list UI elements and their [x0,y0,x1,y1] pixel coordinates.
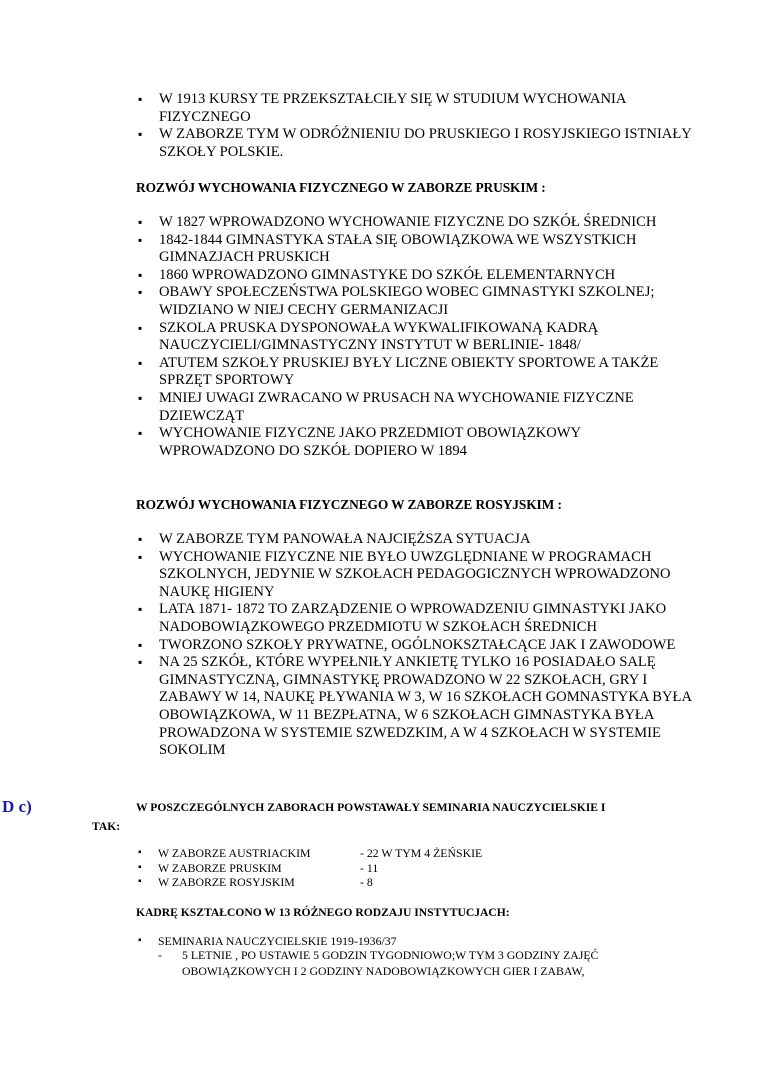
row-value: - 8 [360,875,373,890]
list-item [138,846,538,861]
kadra-sub-item [158,948,658,979]
heading-kadra: KADRĘ KSZTAŁCONO W 13 RÓŻNEGO RODZAJU INSTYTUCJACH: [136,906,510,919]
row-value: - 22 W TYM 4 ŻEŃSKIE [360,846,483,860]
list-item: ▪ W ZABORZE TYM PANOWAŁA NAJCIĘŻSZA SYTUACJA [138,531,698,549]
list-item: ▪ SEMINARIA NAUCZYCIELSKIE 1919-1936/37 [138,934,658,949]
list-item: ▪ 1842-1844 GIMNASTYKA STAŁA SIĘ OBOWIĄZKOWA WE WSZYSTKICH GIMNAZJACH PRUSKICH [138,232,698,267]
seminaria-line: W POSZCZEGÓLNYCH ZABORACH POWSTAWAŁY SEMINARIA NAUCZYCIELSKIE I [136,801,606,814]
list-item: ▪ W 1913 KURSY TE PRZEKSZTAŁCIŁY SIĘ W STUDIUM WYCHOWANIA FIZYCZNEGO [138,91,698,126]
list-item: ▪ ATUTEM SZKOŁY PRUSKIEJ BYŁY LICZNE OBIEKTY SPORTOWE A TAKŻE SPRZĘT SPORTOWY [138,355,698,390]
heading-russian: ROZWÓJ WYCHOWANIA FIZYCZNEGO W ZABORZE ROSYJSKIM : [136,497,562,512]
intro-list [138,91,698,161]
list-item [138,875,538,890]
list-item: ▪ W ZABORZE TYM W ODRÓŻNIENIU DO PRUSKIEGO I ROSYJSKIEGO ISTNIAŁY SZKOŁY POLSKIE. [138,126,698,161]
list-item: ▪ NA 25 SZKÓŁ, KTÓRE WYPEŁNIŁY ANKIETĘ TYLKO 16 POSIADAŁO SALĘ GIMNASTYCZNĄ, GIMNASTYKĘ PROWADZONO W 22 SZKOŁACH, GRY I ZABAWY W 14, NAUKĘ PŁYWANIA W 3, W 16 SZKOŁACH GOMNASTYKA BYŁA OBOWIĄZKOWA, W 11 BEZPŁATNA, W 6 SZKOŁACH GIMNASTYKA BYŁA PROWADZONA W SYSTEMIE SZWEDZKIM, A W 4 SZKOŁACH W SYSTEMIE SOKOLIM [138,654,698,760]
list-item [138,861,538,876]
row-label: W ZABORZE AUSTRIACKIM [158,846,311,860]
dash-marker: - [158,948,162,962]
seminaria-list [138,846,538,890]
sub-item-text: 5 LETNIE , PO USTAWIE 5 GODZIN TYGODNIOWO;W TYM 3 GODZINY ZAJĘĆ OBOWIĄZKOWYCH I 2 GODZINY NADOBOWIĄZKOWYCH GIER I ZABAW, [182,948,599,978]
list-item: ▪ TWORZONO SZKOŁY PRYWATNE, OGÓLNOKSZTAŁCĄCE JAK I ZAWODOWE [138,637,698,655]
list-item: ▪ WYCHOWANIE FIZYCZNE NIE BYŁO UWZGLĘDNIANE W PROGRAMACH SZKOLNYCH, JEDYNIE W SZKOŁACH PEDAGOGICZNYCH WPROWADZONO NAUKĘ HIGIENY [138,549,698,602]
list-item: ▪ 1860 WPROWADZONO GIMNASTYKE DO SZKÓŁ ELEMENTARNYCH [138,267,698,285]
row-label: W ZABORZE ROSYJSKIM [158,875,295,890]
seminaria-line-continuation: TAK: [92,820,121,833]
russian-list [138,531,698,760]
kadra-list [138,934,658,949]
heading-prussian: ROZWÓJ WYCHOWANIA FIZYCZNEGO W ZABORZE PRUSKIM : [136,180,546,195]
list-item: ▪ OBAWY SPOŁECZEŃSTWA POLSKIEGO WOBEC GIMNASTYKI SZKOLNEJ; WIDZIANO W NIEJ CECHY GERMANIZACJI [138,284,698,319]
section-marker: D c) [2,797,32,816]
prussian-list [138,214,698,460]
list-item: ▪ LATA 1871- 1872 TO ZARZĄDZENIE O WPROWADZENIU GIMNASTYKI JAKO NADOBOWIĄZKOWEGO PRZEDMIOTU W SZKOŁACH ŚREDNICH [138,601,698,636]
list-item: ▪ W 1827 WPROWADZONO WYCHOWANIE FIZYCZNE DO SZKÓŁ ŚREDNICH [138,214,698,232]
list-item: ▪ MNIEJ UWAGI ZWRACANO W PRUSACH NA WYCHOWANIE FIZYCZNE DZIEWCZĄT [138,390,698,425]
list-item: ▪ SZKOLA PRUSKA DYSPONOWAŁA WYKWALIFIKOWANĄ KADRĄ NAUCZYCIELI/GIMNASTYCZNY INSTYTUT W BERLINIE- 1848/ [138,320,698,355]
list-item: ▪ WYCHOWANIE FIZYCZNE JAKO PRZEDMIOT OBOWIĄZKOWY WPROWADZONO DO SZKÓŁ DOPIERO W 1894 [138,425,698,460]
row-value: - 11 [360,860,379,875]
row-label: W ZABORZE PRUSKIM [158,860,282,875]
